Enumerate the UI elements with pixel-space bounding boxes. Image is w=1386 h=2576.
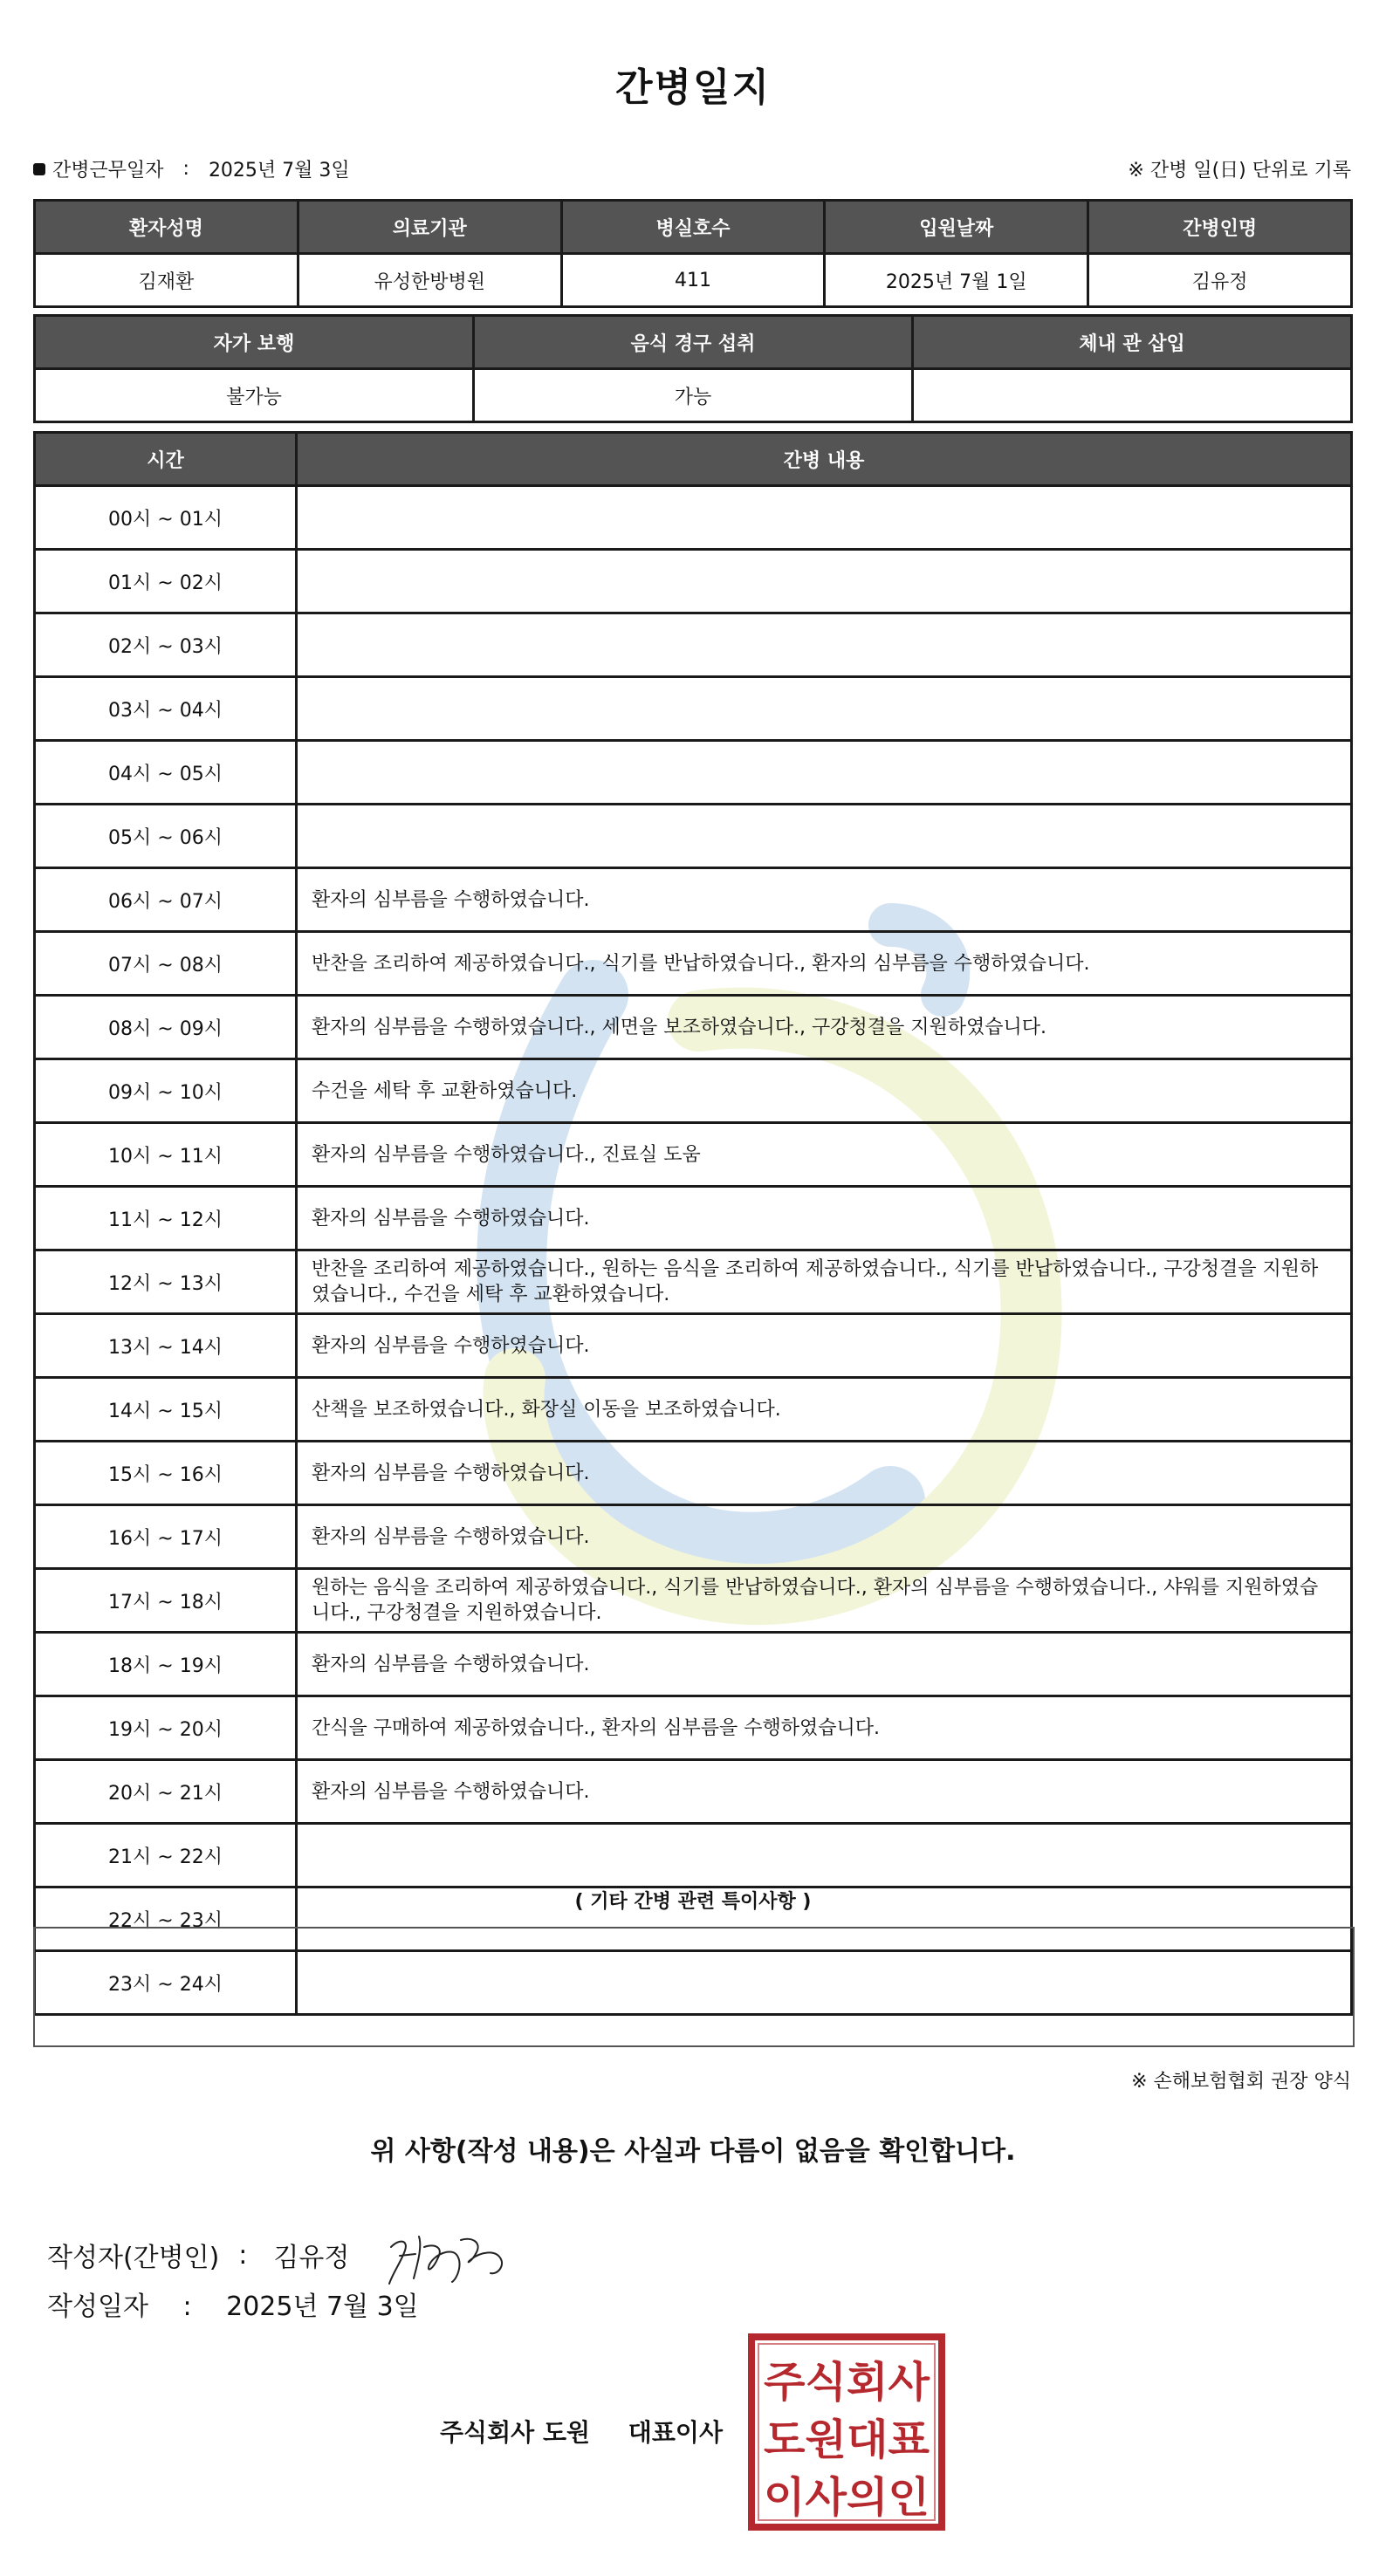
time-slot: 05시 ~ 06시 <box>35 805 297 868</box>
writer-name: 김유정 <box>273 2243 350 2273</box>
time-slot: 12시 ~ 13시 <box>35 1250 297 1314</box>
header-self-walking: 자가 보행 <box>35 316 474 369</box>
remarks-box <box>33 1927 1355 2047</box>
care-content: 환자의 심부름을 수행하였습니다. <box>297 1505 1352 1569</box>
table-row <box>35 996 1352 1059</box>
admission-date: 2025년 7월 1일 <box>825 254 1088 307</box>
header-room-number: 병실호수 <box>561 201 825 254</box>
care-content <box>297 486 1352 550</box>
table-row <box>35 1824 1352 1887</box>
written-date-value: 2025년 7월 3일 <box>226 2292 419 2322</box>
time-slot: 17시 ~ 18시 <box>35 1569 297 1633</box>
time-slot: 03시 ~ 04시 <box>35 677 297 741</box>
care-content: 반찬을 조리하여 제공하였습니다., 원하는 음식을 조리하여 제공하였습니다., 식기를 반납하였습니다., 구강청결을 지원하였습니다., 수건을 세탁 후 교환하였습니다. <box>297 1250 1352 1314</box>
handwritten-signature <box>374 2221 513 2289</box>
time-slot: 10시 ~ 11시 <box>35 1123 297 1187</box>
table-row <box>35 1505 1352 1569</box>
written-date-label: 작성일자 <box>47 2292 148 2322</box>
duty-date-value: 2025년 7월 3일 <box>208 160 350 182</box>
time-slot: 19시 ~ 20시 <box>35 1696 297 1760</box>
care-content: 원하는 음식을 조리하여 제공하였습니다., 식기를 반납하였습니다., 환자의 심부름을 수행하였습니다., 샤워를 지원하였습니다., 구강청결을 지원하였습니다. <box>297 1569 1352 1633</box>
care-content: 환자의 심부름을 수행하였습니다., 세면을 보조하였습니다., 구강청결을 지원하였습니다. <box>297 996 1352 1059</box>
care-content <box>297 1824 1352 1887</box>
time-slot: 22시 ~ 23시 <box>35 1887 297 1951</box>
header-oral-intake: 음식 경구 섭취 <box>474 316 913 369</box>
table-row <box>35 613 1352 677</box>
time-slot: 18시 ~ 19시 <box>35 1633 297 1696</box>
care-content <box>297 550 1352 613</box>
table-row <box>35 932 1352 996</box>
time-slot: 20시 ~ 21시 <box>35 1760 297 1824</box>
time-slot: 21시 ~ 22시 <box>35 1824 297 1887</box>
written-date-colon: : <box>182 2292 192 2322</box>
company-seal-stamp <box>746 2332 947 2532</box>
table-row <box>35 1314 1352 1378</box>
table-row <box>35 1760 1352 1824</box>
care-content: 반찬을 조리하여 제공하였습니다., 식기를 반납하였습니다., 환자의 심부름을 수행하였습니다. <box>297 932 1352 996</box>
tube-insertion-value <box>913 369 1352 422</box>
care-content: 환자의 심부름을 수행하였습니다. <box>297 1633 1352 1696</box>
time-slot: 15시 ~ 16시 <box>35 1442 297 1505</box>
company-name: 주식회사 도원 <box>440 2418 591 2447</box>
caregiver-name: 김유정 <box>1088 254 1352 307</box>
written-date-line <box>47 2285 419 2323</box>
svg-text:주식회사: 주식회사 <box>764 2358 930 2407</box>
table-row <box>35 550 1352 613</box>
writer-colon: : <box>238 2239 248 2271</box>
table-row <box>35 868 1352 932</box>
time-slot: 00시 ~ 01시 <box>35 486 297 550</box>
table-row <box>35 486 1352 550</box>
time-slot: 01시 ~ 02시 <box>35 550 297 613</box>
table-row <box>35 805 1352 868</box>
header-time: 시간 <box>35 433 297 486</box>
table-row <box>35 1059 1352 1123</box>
table-row <box>35 677 1352 741</box>
patient-info-table <box>33 199 1353 308</box>
care-content: 환자의 심부름을 수행하였습니다. <box>297 1760 1352 1824</box>
care-log-rows <box>35 486 1352 2015</box>
daily-record-note: ※ 간병 일(日) 단위로 기록 <box>1128 160 1351 182</box>
table-row <box>35 741 1352 805</box>
duty-date-colon: : <box>182 158 189 180</box>
time-slot: 08시 ~ 09시 <box>35 996 297 1059</box>
writer-label: 작성자(간병인) <box>47 2243 220 2273</box>
time-slot: 16시 ~ 17시 <box>35 1505 297 1569</box>
care-content: 환자의 심부름을 수행하였습니다. <box>297 868 1352 932</box>
table-row <box>35 1633 1352 1696</box>
duty-date-line <box>33 155 350 182</box>
self-walking-value: 불가능 <box>35 369 474 422</box>
care-content: 환자의 심부름을 수행하였습니다., 진료실 도움 <box>297 1123 1352 1187</box>
care-content <box>297 677 1352 741</box>
header-tube-insertion: 체내 관 삽입 <box>913 316 1352 369</box>
time-slot: 23시 ~ 24시 <box>35 1951 297 2015</box>
header-care-content: 간병 내용 <box>297 433 1352 486</box>
care-content: 수건을 세탁 후 교환하였습니다. <box>297 1059 1352 1123</box>
care-content <box>297 805 1352 868</box>
patient-status-table <box>33 314 1353 423</box>
time-slot: 07시 ~ 08시 <box>35 932 297 996</box>
svg-text:도원대표: 도원대표 <box>764 2415 930 2464</box>
time-slot: 14시 ~ 15시 <box>35 1378 297 1442</box>
table-row <box>35 1696 1352 1760</box>
care-content: 환자의 심부름을 수행하였습니다. <box>297 1314 1352 1378</box>
room-number: 411 <box>561 254 825 307</box>
svg-text:이사의인: 이사의인 <box>764 2473 930 2522</box>
remarks-title: ( 기타 간병 관련 특이사항 ) <box>574 1891 812 1913</box>
square-bullet-icon <box>33 163 45 175</box>
care-content: 산책을 보조하였습니다., 화장실 이동을 보조하였습니다. <box>297 1378 1352 1442</box>
time-slot: 04시 ~ 05시 <box>35 741 297 805</box>
care-content: 환자의 심부름을 수행하였습니다. <box>297 1442 1352 1505</box>
writer-line <box>47 2221 513 2289</box>
duty-date-label: 간병근무일자 <box>52 160 164 182</box>
company-line <box>440 2414 723 2449</box>
table-row <box>35 1378 1352 1442</box>
time-slot: 11시 ~ 12시 <box>35 1187 297 1250</box>
company-representative: 대표이사 <box>628 2418 723 2447</box>
time-slot: 02시 ~ 03시 <box>35 613 297 677</box>
table-row <box>35 1569 1352 1633</box>
time-slot: 06시 ~ 07시 <box>35 868 297 932</box>
care-log-table <box>33 431 1353 2016</box>
hospital-name: 유성한방병원 <box>298 254 561 307</box>
form-source-note: ※ 손해보험협회 권장 양식 <box>1131 2071 1351 2093</box>
document-title: 간병일지 <box>614 65 771 110</box>
time-slot: 09시 ~ 10시 <box>35 1059 297 1123</box>
table-row <box>35 1250 1352 1314</box>
table-row <box>35 1123 1352 1187</box>
patient-name: 김재환 <box>35 254 298 307</box>
care-content <box>297 613 1352 677</box>
table-row <box>35 1442 1352 1505</box>
table-row <box>35 1187 1352 1250</box>
header-patient-name: 환자성명 <box>35 201 298 254</box>
header-admission-date: 입원날짜 <box>825 201 1088 254</box>
care-content: 환자의 심부름을 수행하였습니다. <box>297 1187 1352 1250</box>
header-caregiver-name: 간병인명 <box>1088 201 1352 254</box>
confirmation-statement: 위 사항(작성 내용)은 사실과 다름이 없음을 확인합니다. <box>370 2136 1016 2167</box>
care-content: 간식을 구매하여 제공하였습니다., 환자의 심부름을 수행하였습니다. <box>297 1696 1352 1760</box>
header-hospital: 의료기관 <box>298 201 561 254</box>
care-content <box>297 741 1352 805</box>
time-slot: 13시 ~ 14시 <box>35 1314 297 1378</box>
oral-intake-value: 가능 <box>474 369 913 422</box>
